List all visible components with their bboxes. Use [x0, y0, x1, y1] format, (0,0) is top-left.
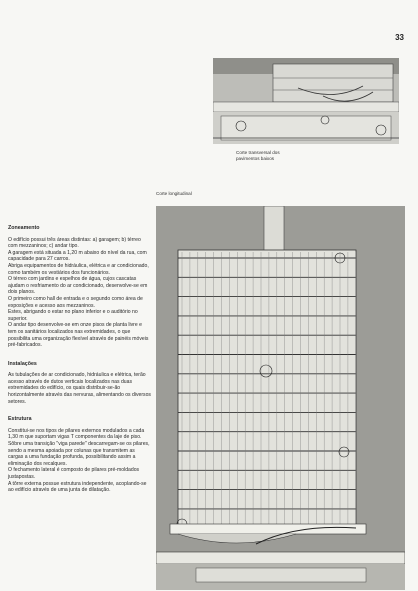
longitudinal-section-caption: Corte longitudinal: [156, 191, 192, 196]
paragraph: O térreo com jardins e espelhos de água, cujos cascatas ajudam o resfriamento do ar condicionado, desenvolve-se em dois planos.: [8, 276, 148, 296]
paragraph: As tubulações de ar condicionado, hidráulica e elétrica, terão acesso através de dutos verticais localizados nas duas extremidades do edifício, os quais distribuir-se-ão horizontalmente através das nervuras, alimentando os diversos setores.: [8, 372, 151, 405]
page-number: 33: [395, 33, 404, 42]
transverse-section-drawing: [213, 58, 399, 144]
paragraph: O edifício possui três áreas distintas: a) garagem; b) térreo com mezzaninos; c) andar tipo.: [8, 236, 141, 250]
article-text: [8, 225, 151, 494]
paragraph: Estes, abrigando o estar no plano inferior e o auditório no superior.: [8, 309, 138, 322]
section-heading: Instalações: [8, 360, 37, 367]
caption-line: pavimentos baixos: [236, 156, 275, 162]
section-heading: Zoneamento: [8, 225, 40, 231]
section-heading: Estrutura: [8, 416, 32, 423]
paragraph: O primeiro como hall de entrada e o segundo como área de exposições e acesso aos mezzaninos.: [8, 295, 143, 309]
zoning-section: [8, 225, 151, 349]
longitudinal-section-drawing: [156, 206, 405, 590]
paragraph: Abriga equipamentos de hidráulica, elétrica e ar condicionado, como também os vestiários dos funcionários.: [8, 262, 149, 276]
paragraph: A tôrre externa possue estrutura independente, acoplando-se ao edifício através de uma junta de dilatação.: [8, 480, 147, 494]
paragraph: A garagem está situada a 1,20 m abaixo do nível da rua, com capacidade para 27 carros.: [8, 249, 147, 263]
transverse-section-caption: [236, 150, 356, 163]
paragraph: Constitui-se nos tipos de pilares externos modulados a cada 1,30 m que suportam vigas T componentes da laje de piso.: [8, 427, 145, 441]
caption-line: Corte transversal dos: [236, 150, 280, 155]
structure-section: [8, 416, 151, 494]
paragraph: Sôbre uma transição "viga parede" descarregam-se os pilares, sendo a mesma apoiada por colunas que transmitem as cargas a uma fundação profunda, possibilitando assim a eliminação dos recalques.: [8, 441, 150, 467]
installations-section: [8, 361, 151, 406]
paragraph: O andar tipo desenvolve-se em onze pisos de planta livre e tem os sanitários localizados nas extremidades, o que possibilita uma organização flexível através de painéis móveis pré-fabricados.: [8, 322, 149, 349]
paragraph: O fechamento lateral é composto de pilares pré-moldados justapostas.: [8, 467, 140, 480]
